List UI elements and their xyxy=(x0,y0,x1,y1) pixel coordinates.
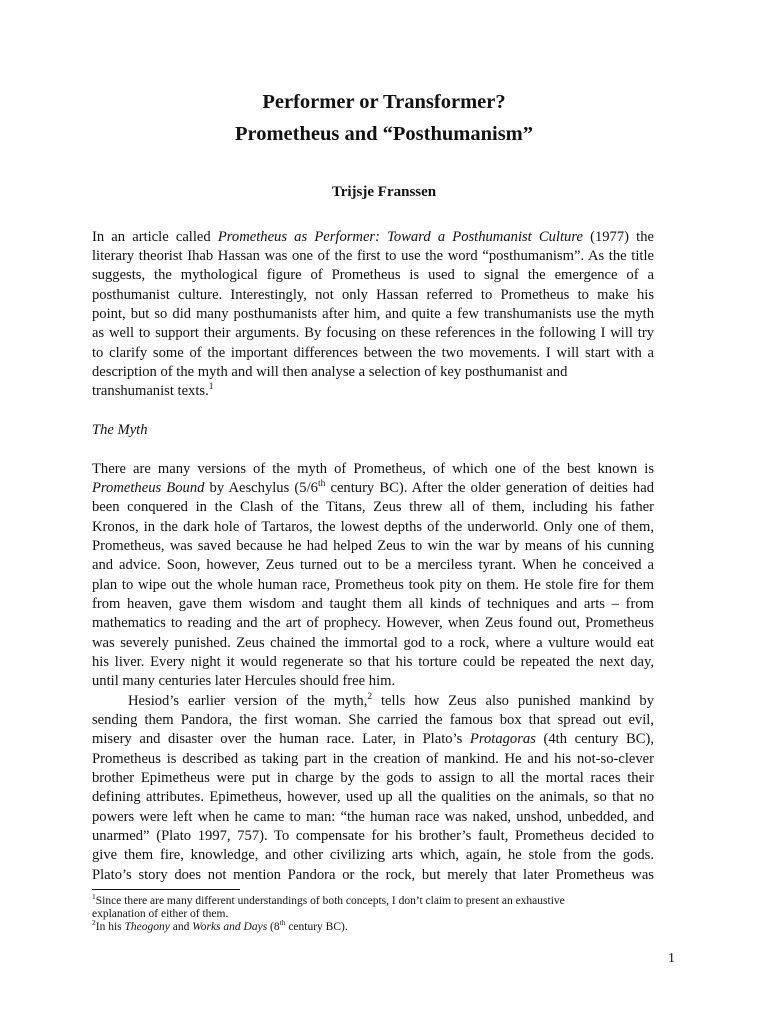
myth-line: Prometheus, was saved because he had helped Zeus to win the war by means of his cunning xyxy=(92,538,654,554)
myth-line: mathematics to reading and the art of prophecy. However, when Zeus found out, Prometheus xyxy=(92,615,654,631)
hesiod-line: Plato’s story does not mention Pandora or the rock, but merely that later Prometheus was xyxy=(92,867,654,883)
title-line-2: Prometheus and “Posthumanism” xyxy=(234,123,534,145)
page-number: 1 xyxy=(668,951,675,966)
intro-line: to clarify some of the important differences between the two movements. I will start with a xyxy=(92,345,654,361)
title-line-1: Performer or Transformer? xyxy=(262,91,506,113)
myth-line: plan to wipe out the whole human race, Prometheus took pity on them. He stole fire for them xyxy=(92,577,654,593)
hesiod-line: powers were left when he came to man: “the human race was naked, unshod, unbedded, and xyxy=(92,809,654,825)
section-heading: The Myth xyxy=(92,422,148,438)
intro-line: as well to support their arguments. By focusing on these references in the following I will try xyxy=(92,325,654,341)
intro-line: suggests, the mythological figure of Prometheus is used to signal the emergence of a xyxy=(92,267,654,283)
intro-line: literary theorist Ihab Hassan was one of the first to use the word “posthumanism”. As the title xyxy=(92,248,654,264)
myth-line: until many centuries later Hercules should free him. xyxy=(92,673,396,689)
intro-line: In an article called Prometheus as Performer: Toward a Posthumanist Culture (1977) the xyxy=(92,229,654,245)
myth-line: There are many versions of the myth of Prometheus, of which one of the best known is xyxy=(92,461,654,477)
hesiod-line: Prometheus is described as taking part in the creation of mankind. He and his not-so-clever xyxy=(92,751,654,767)
myth-line: from heaven, gave them wisdom and taught them all kinds of techniques and arts – from xyxy=(92,596,654,612)
footnote-2: $^2$In his Theogony and Works and Days (8th century BC). xyxy=(92,918,348,933)
footnote-1-cont: explanation of either of them. xyxy=(92,908,229,920)
intro-line: transhumanist texts.$^1$ xyxy=(92,382,214,399)
hesiod-line: unarmed” (Plato 1997, 757). To compensate for his brother’s fault, Prometheus decided to xyxy=(92,828,654,844)
intro-line: description of the myth and will then analyse a selection of key posthumanist and xyxy=(92,364,568,380)
footnote-ref-2[interactable]: 2 xyxy=(367,692,373,703)
hesiod-line: Hesiod’s earlier version of the myth,$^2$ tells how Zeus also punished mankind by xyxy=(128,692,654,709)
myth-line: been conquered in the Clash of the Titans, Zeus threw all of them, including his father xyxy=(92,499,654,515)
myth-line: his liver. Every night it would regenerate so that his torture could be repeated the next day, xyxy=(92,654,654,670)
myth-line: was severely punished. Zeus chained the immortal god to a rock, where a vulture would eat xyxy=(92,635,654,651)
myth-line: Kronos, in the dark hole of Tartaros, the lowest depths of the underworld. Only one of them, xyxy=(92,519,654,535)
author-name: Trijsje Franssen xyxy=(331,184,437,200)
intro-line: point, but so did many posthumanists after him, and quite a few transhumanists use the myth xyxy=(92,306,654,322)
footnote-divider xyxy=(92,889,240,890)
intro-line: posthumanist culture. Interestingly, not only Hassan referred to Prometheus to make his xyxy=(92,287,654,303)
hesiod-line: give them fire, knowledge, and other civilizing arts which, again, he stole from the gods. xyxy=(92,847,654,863)
myth-line: Prometheus Bound by Aeschylus (5/6th century BC). After the older generation of deities had xyxy=(92,479,655,496)
hesiod-line: brother Epimetheus were put in charge by the gods to assign to all the mortal races their xyxy=(92,770,654,786)
hesiod-line: sending them Pandora, the first woman. She carried the famous box that spread out evil, xyxy=(92,712,654,728)
myth-line: and advice. Soon, however, Zeus turned out to be a merciless tyrant. When he conceived a xyxy=(92,557,654,573)
hesiod-line: defining attributes. Epimetheus, however, used up all the qualities on the animals, so that no xyxy=(92,789,654,805)
footnote-ref-1[interactable]: 1 xyxy=(208,382,214,393)
hesiod-line: misery and disaster over the human race. Later, in Plato’s Protagoras (4th century BC), xyxy=(92,731,654,747)
footnote-1: $^1$Since there are many different understandings of both concepts, I don’t claim to present an exhaustive xyxy=(92,892,565,907)
